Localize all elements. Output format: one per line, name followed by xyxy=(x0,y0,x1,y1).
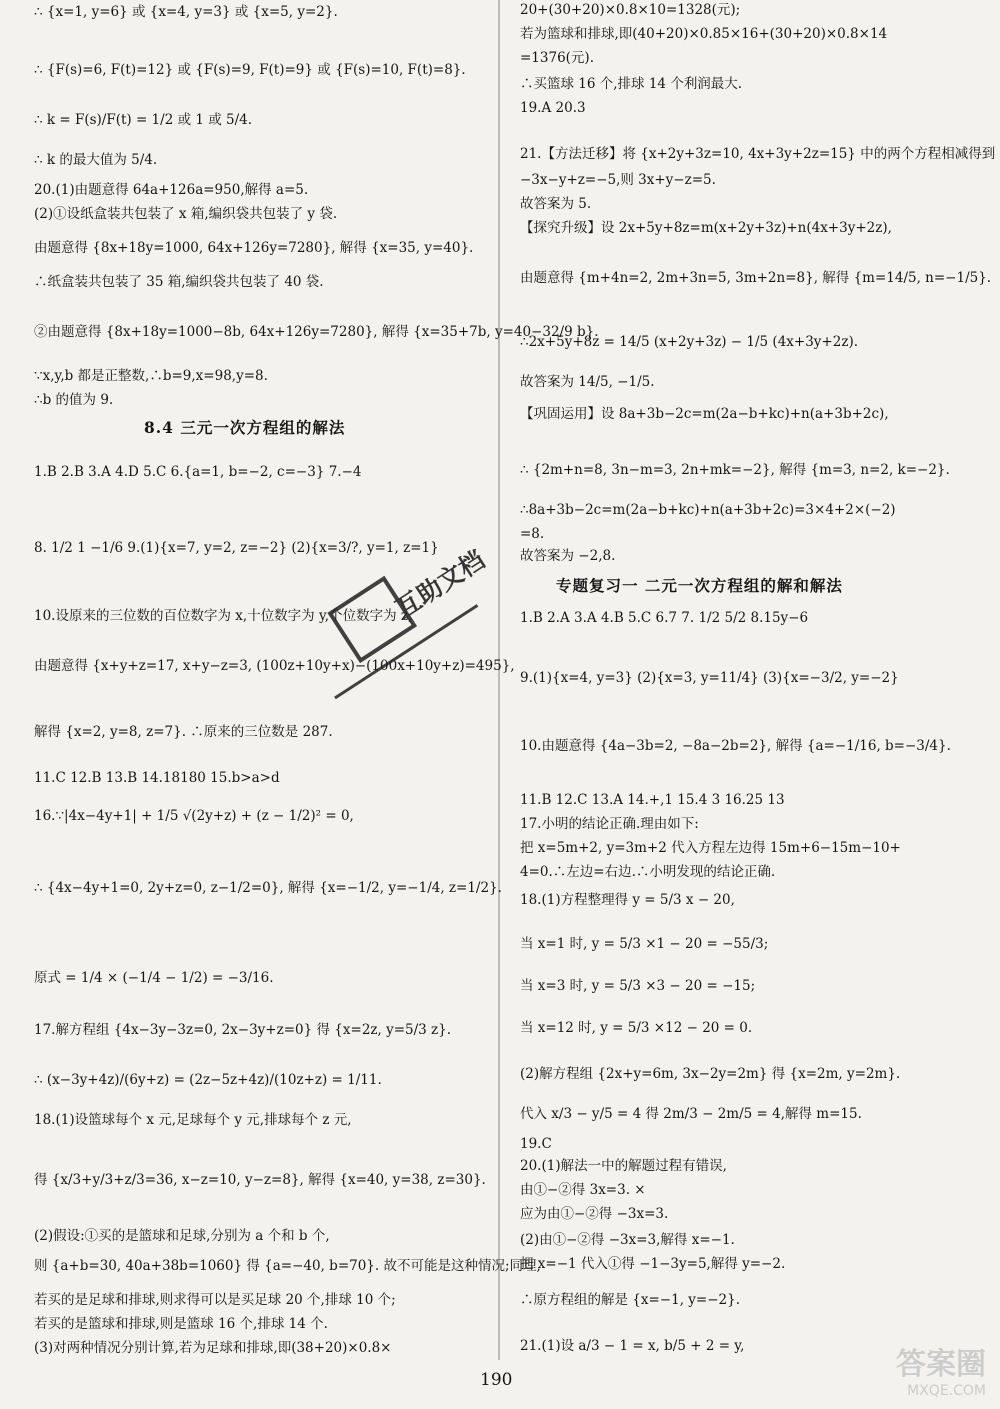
text-line: 21.【方法迁移】将 {x+2y+3z=10, 4x+3y+2z=15} 中的两个方程相减得到 xyxy=(520,146,996,162)
text-line: 当 x=3 时, y = 5/3 ×3 − 20 = −15; xyxy=(520,978,756,994)
text-line: 则 {a+b=30, 40a+38b=1060} 得 {a=−40, b=70}. 故不可能是这种情况;同理, xyxy=(34,1258,541,1274)
text-line: 11.C 12.B 13.B 14.18180 15.b>a>d xyxy=(34,770,280,786)
text-line: (2)①设纸盒装共包装了 x 箱,编织袋共包装了 y 袋. xyxy=(34,206,338,222)
text-line: 由题意得 {m+4n=2, 2m+3n=5, 3m+2n=8}, 解得 {m=14/5, n=−1/5}. xyxy=(520,270,992,286)
text-line: 由题意得 {x+y+z=17, x+y−z=3, (100z+10y+x)−(100x+10y+z)=495}, xyxy=(34,658,515,674)
text-line: 由题意得 {8x+18y=1000, 64x+126y=7280}, 解得 {x=35, y=40}. xyxy=(34,240,474,256)
text-line: 原式 = 1/4 × (−1/4 − 1/2) = −3/16. xyxy=(34,970,274,986)
text-line: ∴ {F(s)=6, F(t)=12} 或 {F(s)=9, F(t)=9} 或 {F(s)=10, F(t)=8}. xyxy=(34,62,466,78)
text-line: 应为由①−②得 −3x=3. xyxy=(520,1206,669,1222)
text-line: 16.∵|4x−4y+1| + 1/5 √(2y+z) + (z − 1/2)² = 0, xyxy=(34,808,354,824)
text-line: 当 x=1 时, y = 5/3 ×1 − 20 = −55/3; xyxy=(520,936,769,952)
text-line: ∴b 的值为 9. xyxy=(34,392,114,408)
text-line: ∴纸盒装共包装了 35 箱,编织袋共包装了 40 袋. xyxy=(34,274,324,290)
section-heading: 8.4 三元一次方程组的解法 xyxy=(144,418,346,437)
text-line: ∴8a+3b−2c=m(2a−b+kc)+n(a+3b+2c)=3×4+2×(−2) xyxy=(520,502,896,518)
text-line: 1.B 2.A 3.A 4.B 5.C 6.7 7. 1/2 5/2 8.15y−6 xyxy=(520,610,809,626)
text-line: ∴原方程组的解是 {x=−1, y=−2}. xyxy=(520,1292,741,1308)
text-line: 8. 1/2 1 −1/6 9.(1){x=7, y=2, z=−2} (2){x=3/?, y=1, z=1} xyxy=(34,540,439,556)
text-line: 把 x=5m+2, y=3m+2 代入方程左边得 15m+6−15m−10+ xyxy=(520,840,901,856)
text-line: 19.A 20.3 xyxy=(520,100,586,116)
text-line: 故答案为 5. xyxy=(520,196,592,212)
text-line: 若为篮球和排球,即(40+20)×0.85×16+(30+20)×0.8×14 xyxy=(520,26,888,42)
text-line: ∴ {4x−4y+1=0, 2y+z=0, z−1/2=0}, 解得 {x=−1/2, y=−1/4, z=1/2}. xyxy=(34,880,502,896)
text-line: (2)由①−②得 −3x=3,解得 x=−1. xyxy=(520,1232,735,1248)
text-line: 10.设原来的三位数的百位数字为 x,十位数字为 y,个位数字为 z, xyxy=(34,608,413,624)
text-line: ∴ k 的最大值为 5/4. xyxy=(34,152,158,168)
text-line: ∴ {x=1, y=6} 或 {x=4, y=3} 或 {x=5, y=2}. xyxy=(34,4,338,20)
page-number: 190 xyxy=(480,1370,513,1390)
watermark-title: 答案圈 xyxy=(896,1347,986,1382)
text-line: =8. xyxy=(520,526,545,542)
text-line: 故答案为 −2,8. xyxy=(520,548,616,564)
text-line: 当 x=12 时, y = 5/3 ×12 − 20 = 0. xyxy=(520,1020,753,1036)
text-line: 把 x=−1 代入①得 −1−3y=5,解得 y=−2. xyxy=(520,1256,786,1272)
text-line: 【探究升级】设 2x+5y+8z=m(x+2y+3z)+n(4x+3y+2z), xyxy=(520,220,892,236)
site-watermark xyxy=(896,1339,986,1399)
text-line: 20+(30+20)×0.8×10=1328(元); xyxy=(520,2,741,18)
text-line: 19.C xyxy=(520,1136,552,1152)
text-line: 11.B 12.C 13.A 14.+,1 15.4 3 16.25 13 xyxy=(520,792,785,808)
text-line: 【巩固运用】设 8a+3b−2c=m(2a−b+kc)+n(a+3b+2c), xyxy=(520,406,889,422)
text-line: 18.(1)方程整理得 y = 5/3 x − 20, xyxy=(520,892,735,908)
text-line: ∴ k = F(s)/F(t) = 1/2 或 1 或 5/4. xyxy=(34,112,253,128)
text-line: (3)对两种情况分别计算,若为足球和排球,即(38+20)×0.8× xyxy=(34,1340,392,1356)
text-line: 故答案为 14/5, −1/5. xyxy=(520,374,655,390)
text-line: ∵x,y,b 都是正整数,∴b=9,x=98,y=8. xyxy=(34,368,268,384)
text-line: 代入 x/3 − y/5 = 4 得 2m/3 − 2m/5 = 4,解得 m=15. xyxy=(520,1106,862,1122)
text-line: 9.(1){x=4, y=3} (2){x=3, y=11/4} (3){x=−3/2, y=−2} xyxy=(520,670,899,686)
text-line: ∴ (x−3y+4z)/(6y+z) = (2z−5z+4z)/(10z+z) = 1/11. xyxy=(34,1072,382,1088)
text-line: 解得 {x=2, y=8, z=7}. ∴原来的三位数是 287. xyxy=(34,724,333,740)
watermark-url: MXQE.COM xyxy=(907,1383,986,1399)
text-line: 21.(1)设 a/3 − 1 = x, b/5 + 2 = y, xyxy=(520,1338,745,1354)
section-heading: 专题复习一 二元一次方程组的解和解法 xyxy=(556,576,843,595)
text-line: ②由题意得 {8x+18y=1000−8b, 64x+126y=7280}, 解得 {x=35+7b, y=40−32/9 b}. xyxy=(34,324,599,340)
text-line: −3x−y+z=−5,则 3x+y−z=5. xyxy=(520,172,716,188)
text-line: 得 {x/3+y/3+z/3=36, x−z=10, y−z=8}, 解得 {x=40, y=38, z=30}. xyxy=(34,1172,486,1188)
stamp-text: 互助文档 xyxy=(390,544,490,624)
text-line: (2)解方程组 {2x+y=6m, 3x−2y=2m} 得 {x=2m, y=2m}. xyxy=(520,1066,901,1082)
text-line: ∴ {2m+n=8, 3n−m=3, 2n+mk=−2}, 解得 {m=3, n=2, k=−2}. xyxy=(520,462,950,478)
text-line: (2)假设:①买的是篮球和足球,分别为 a 个和 b 个, xyxy=(34,1228,330,1244)
text-line: 若买的是篮球和排球,则是篮球 16 个,排球 14 个. xyxy=(34,1316,328,1332)
text-line: 1.B 2.B 3.A 4.D 5.C 6.{a=1, b=−2, c=−3} 7.−4 xyxy=(34,464,362,480)
text-line: 20.(1)由题意得 64a+126a=950,解得 a=5. xyxy=(34,182,309,198)
text-line: 10.由题意得 {4a−3b=2, −8a−2b=2}, 解得 {a=−1/16, b=−3/4}. xyxy=(520,738,951,754)
text-line: 若买的是足球和排球,则求得可以是买足球 20 个,排球 10 个; xyxy=(34,1292,396,1308)
text-line: 18.(1)设篮球每个 x 元,足球每个 y 元,排球每个 z 元, xyxy=(34,1112,352,1128)
text-line: ∴2x+5y+8z = 14/5 (x+2y+3z) − 1/5 (4x+3y+2z). xyxy=(520,334,859,350)
text-line: 4=0.∴左边=右边.∴小明发现的结论正确. xyxy=(520,864,776,880)
text-line: 由①−②得 3x=3. × xyxy=(520,1182,646,1198)
text-line: 20.(1)解法一中的解题过程有错误, xyxy=(520,1158,727,1174)
text-line: 17.解方程组 {4x−3y−3z=0, 2x−3y+z=0} 得 {x=2z, y=5/3 z}. xyxy=(34,1022,452,1038)
text-line: 17.小明的结论正确.理由如下: xyxy=(520,816,699,832)
column-divider xyxy=(498,0,500,1360)
text-line: ∴买篮球 16 个,排球 14 个利润最大. xyxy=(520,76,743,92)
text-line: =1376(元). xyxy=(520,50,594,66)
